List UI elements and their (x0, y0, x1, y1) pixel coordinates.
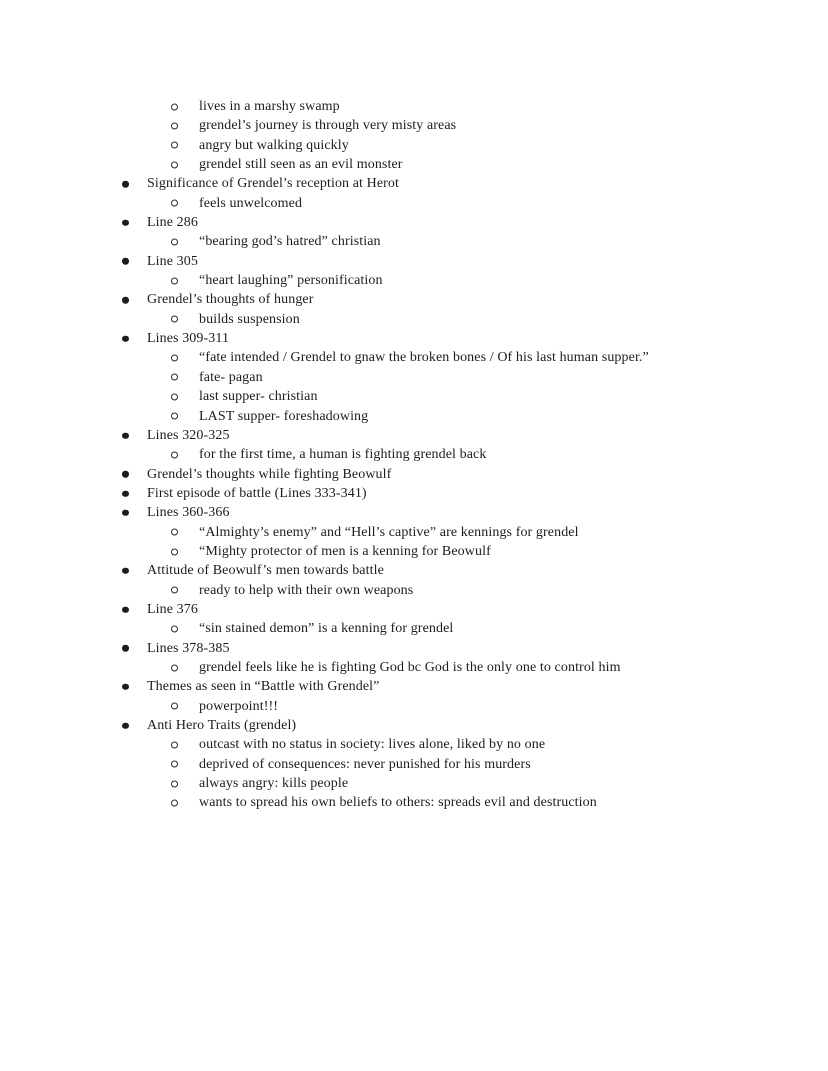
bullet-disc-icon (122, 336, 129, 343)
list-item (0, 542, 828, 561)
list-item-text: grendel feels like he is fighting God bc God is the only one to control him (199, 659, 621, 675)
bullet-circle-icon (171, 239, 178, 246)
list-item-text: outcast with no status in society: lives alone, liked by no one (199, 737, 546, 753)
list-item (0, 271, 828, 290)
bullet-circle-icon (171, 200, 178, 207)
bullet-disc-icon (122, 606, 129, 613)
bullet-circle-icon (171, 742, 178, 749)
bullet-circle-icon (171, 548, 178, 555)
list-item (0, 290, 828, 309)
list-item-text: Lines 309-311 (147, 331, 230, 347)
bullet-circle-icon (171, 103, 178, 110)
bullet-circle-icon (171, 142, 178, 149)
list-item-text: “fate intended / Grendel to gnaw the broken bones / Of his last human supper.” (199, 350, 649, 366)
list-item (0, 793, 828, 812)
list-item (0, 155, 828, 174)
bullet-disc-icon (122, 645, 129, 652)
list-item-text: “Mighty protector of men is a kenning for Beowulf (199, 543, 491, 559)
list-item-text: LAST supper- foreshadowing (199, 408, 369, 424)
list-item-text: “sin stained demon” is a kenning for grendel (199, 621, 454, 637)
bullet-circle-icon (171, 664, 178, 671)
list-item (0, 194, 828, 213)
bullet-circle-icon (171, 316, 178, 323)
bullet-circle-icon (171, 587, 178, 594)
bullet-disc-icon (122, 219, 129, 226)
list-item (0, 523, 828, 542)
list-item-text: Grendel’s thoughts of hunger (147, 292, 314, 308)
bullet-circle-icon (171, 161, 178, 168)
list-item (0, 600, 828, 619)
bullet-circle-icon (171, 277, 178, 284)
list-item (0, 136, 828, 155)
list-item-text: grendel still seen as an evil monster (199, 157, 403, 173)
bullet-disc-icon (122, 684, 129, 691)
list-item (0, 116, 828, 135)
list-item-text: Lines 378-385 (147, 640, 230, 656)
list-item (0, 735, 828, 754)
list-item (0, 232, 828, 251)
list-item (0, 368, 828, 387)
list-item (0, 387, 828, 406)
list-item-text: ready to help with their own weapons (199, 582, 414, 598)
list-item (0, 484, 828, 503)
bullet-circle-icon (171, 800, 178, 807)
list-item (0, 619, 828, 638)
list-item-text: builds suspension (199, 311, 300, 327)
list-item (0, 348, 828, 367)
list-item-text: Attitude of Beowulf’s men towards battle (147, 563, 384, 579)
list-item (0, 174, 828, 193)
list-item (0, 97, 828, 116)
list-item-text: wants to spread his own beliefs to others: spreads evil and destruction (199, 795, 597, 811)
bullet-circle-icon (171, 393, 178, 400)
list-item (0, 445, 828, 464)
list-item-text: last supper- christian (199, 389, 318, 405)
list-item-text: Line 376 (147, 601, 198, 617)
list-item-text: grendel’s journey is through very misty areas (199, 118, 457, 134)
list-item (0, 426, 828, 445)
bullet-circle-icon (171, 355, 178, 362)
bullet-disc-icon (122, 568, 129, 575)
bullet-disc-icon (122, 297, 129, 304)
list-item (0, 716, 828, 735)
list-item (0, 213, 828, 232)
list-item-text: Anti Hero Traits (grendel) (147, 718, 297, 733)
bullet-circle-icon (171, 703, 178, 710)
list-item (0, 677, 828, 696)
bullet-disc-icon (122, 490, 129, 497)
list-item-text: angry but walking quickly (199, 137, 349, 153)
list-item (0, 465, 828, 484)
bullet-circle-icon (171, 625, 178, 632)
list-item (0, 252, 828, 271)
bullet-disc-icon (122, 471, 129, 478)
bullet-circle-icon (171, 761, 178, 768)
list-item-text: Lines 320-325 (147, 427, 230, 443)
list-item (0, 658, 828, 677)
list-item-text: First episode of battle (Lines 333-341) (147, 485, 367, 501)
list-item (0, 697, 828, 716)
list-item-text: always angry: kills people (199, 776, 349, 792)
list-item-text: feels unwelcomed (199, 195, 303, 211)
list-item (0, 774, 828, 793)
list-item (0, 581, 828, 600)
bullet-disc-icon (122, 510, 129, 517)
bullet-disc-icon (122, 181, 129, 188)
list-item-text: “bearing god’s hatred” christian (199, 234, 381, 250)
bullet-disc-icon (122, 432, 129, 439)
list-item-text: Significance of Grendel’s reception at Herot (147, 176, 400, 192)
list-item-text: Line 286 (147, 215, 198, 231)
bullet-circle-icon (171, 374, 178, 381)
list-item-text: for the first time, a human is fighting grendel back (199, 447, 487, 463)
list-item-text: lives in a marshy swamp (199, 99, 340, 114)
bullet-disc-icon (122, 258, 129, 265)
list-item-text: Line 305 (147, 253, 198, 269)
list-item (0, 329, 828, 348)
bullet-circle-icon (171, 529, 178, 536)
bullet-circle-icon (171, 413, 178, 420)
bullet-circle-icon (171, 123, 178, 130)
bullet-disc-icon (122, 722, 129, 729)
list-item-text: powerpoint!!! (199, 698, 279, 714)
list-item-text: Themes as seen in “Battle with Grendel” (147, 679, 380, 695)
list-item-text: “heart laughing” personification (199, 273, 383, 289)
list-item (0, 639, 828, 658)
list-item (0, 755, 828, 774)
list-item-text: “Almighty’s enemy” and “Hell’s captive” are kennings for grendel (199, 524, 579, 540)
list-item (0, 310, 828, 329)
bullet-circle-icon (171, 451, 178, 458)
list-item-text: deprived of consequences: never punished for his murders (199, 756, 531, 772)
list-item (0, 503, 828, 522)
list-item-text: Grendel’s thoughts while fighting Beowulf (147, 466, 392, 482)
list-item (0, 561, 828, 580)
list-item-text: Lines 360-366 (147, 505, 230, 521)
list-item-text: fate- pagan (199, 369, 263, 385)
bullet-circle-icon (171, 780, 178, 787)
list-item (0, 407, 828, 426)
notes-list (0, 97, 828, 813)
